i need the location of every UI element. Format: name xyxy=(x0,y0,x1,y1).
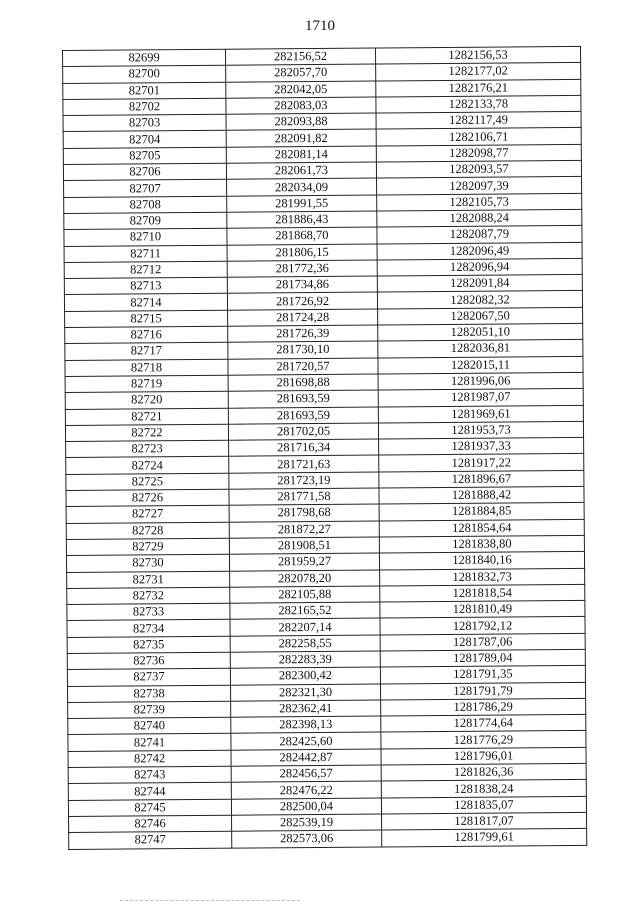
y-coordinate-cell: 1282098,77 xyxy=(376,144,581,162)
y-coordinate-cell: 1281787,06 xyxy=(380,633,585,651)
y-coordinate-cell: 1282156,53 xyxy=(375,46,580,64)
point-number-cell: 82722 xyxy=(65,424,228,442)
y-coordinate-cell: 1281953,73 xyxy=(378,421,583,439)
x-coordinate-cell: 282083,03 xyxy=(226,97,376,114)
point-number-cell: 82733 xyxy=(67,603,230,621)
point-number-cell: 82717 xyxy=(65,343,228,361)
point-number-cell: 82736 xyxy=(67,652,230,670)
y-coordinate-cell: 1281826,36 xyxy=(381,763,586,781)
x-coordinate-cell: 282057,70 xyxy=(226,64,376,81)
point-number-cell: 82742 xyxy=(68,750,231,768)
x-coordinate-cell: 282258,55 xyxy=(230,635,380,652)
y-coordinate-cell: 1281835,07 xyxy=(381,796,586,814)
point-number-cell: 82746 xyxy=(69,815,232,833)
coordinates-table-wrapper xyxy=(62,46,587,850)
x-coordinate-cell: 282091,82 xyxy=(226,130,376,147)
point-number-cell: 82738 xyxy=(67,685,230,703)
x-coordinate-cell: 282156,52 xyxy=(225,48,375,65)
point-number-cell: 82721 xyxy=(65,408,228,426)
point-number-cell: 82714 xyxy=(64,294,227,312)
x-coordinate-cell: 281720,57 xyxy=(228,358,378,375)
x-coordinate-cell: 282398,13 xyxy=(231,716,381,733)
x-coordinate-cell: 282300,42 xyxy=(230,667,380,684)
x-coordinate-cell: 281771,58 xyxy=(229,488,379,505)
point-number-cell: 82702 xyxy=(63,98,226,116)
y-coordinate-cell: 1281917,22 xyxy=(379,454,584,472)
y-coordinate-cell: 1281789,04 xyxy=(380,649,585,667)
x-coordinate-cell: 281721,63 xyxy=(229,455,379,472)
x-coordinate-cell: 281806,15 xyxy=(227,244,377,261)
x-coordinate-cell: 281991,55 xyxy=(227,195,377,212)
y-coordinate-cell: 1281774,64 xyxy=(381,715,586,733)
table-row xyxy=(69,829,587,849)
y-coordinate-cell: 1281896,67 xyxy=(379,470,584,488)
point-number-cell: 82716 xyxy=(65,326,228,344)
point-number-cell: 82723 xyxy=(66,440,229,458)
x-coordinate-cell: 282321,30 xyxy=(230,684,380,701)
point-number-cell: 82703 xyxy=(63,114,226,132)
scan-artifact xyxy=(120,900,300,901)
y-coordinate-cell: 1281987,07 xyxy=(378,389,583,407)
x-coordinate-cell: 281868,70 xyxy=(227,227,377,244)
y-coordinate-cell: 1281969,61 xyxy=(378,405,583,423)
point-number-cell: 82739 xyxy=(68,701,231,719)
point-number-cell: 82709 xyxy=(64,212,227,230)
point-number-cell: 82719 xyxy=(65,375,228,393)
y-coordinate-cell: 1281838,24 xyxy=(381,780,586,798)
point-number-cell: 82741 xyxy=(68,734,231,752)
x-coordinate-cell: 281908,51 xyxy=(229,537,379,554)
x-coordinate-cell: 282093,88 xyxy=(226,113,376,130)
x-coordinate-cell: 282456,57 xyxy=(231,765,381,782)
y-coordinate-cell: 1282067,50 xyxy=(378,307,583,325)
y-coordinate-cell: 1282088,24 xyxy=(377,209,582,227)
point-number-cell: 82737 xyxy=(67,668,230,686)
y-coordinate-cell: 1281799,61 xyxy=(382,829,587,847)
y-coordinate-cell: 1282093,57 xyxy=(376,161,581,179)
point-number-cell: 82744 xyxy=(68,783,231,801)
x-coordinate-cell: 282573,06 xyxy=(232,830,382,847)
point-number-cell: 82710 xyxy=(64,228,227,246)
point-number-cell: 82729 xyxy=(66,538,229,556)
point-number-cell: 82706 xyxy=(63,163,226,181)
x-coordinate-cell: 281726,39 xyxy=(228,325,378,342)
x-coordinate-cell: 282425,60 xyxy=(231,732,381,749)
x-coordinate-cell: 282362,41 xyxy=(231,700,381,717)
point-number-cell: 82704 xyxy=(63,131,226,149)
page-number: 1710 xyxy=(305,18,335,34)
x-coordinate-cell: 281772,36 xyxy=(227,260,377,277)
x-coordinate-cell: 282283,39 xyxy=(230,651,380,668)
y-coordinate-cell: 1281838,80 xyxy=(379,535,584,553)
x-coordinate-cell: 282081,14 xyxy=(226,146,376,163)
y-coordinate-cell: 1281796,01 xyxy=(381,747,586,765)
y-coordinate-cell: 1282176,21 xyxy=(376,79,581,97)
point-number-cell: 82732 xyxy=(67,587,230,605)
x-coordinate-cell: 282207,14 xyxy=(230,618,380,635)
x-coordinate-cell: 281730,10 xyxy=(228,341,378,358)
y-coordinate-cell: 1281791,35 xyxy=(380,666,585,684)
x-coordinate-cell: 281959,27 xyxy=(229,553,379,570)
y-coordinate-cell: 1282082,32 xyxy=(377,291,582,309)
point-number-cell: 82705 xyxy=(63,147,226,165)
point-number-cell: 82718 xyxy=(65,359,228,377)
x-coordinate-cell: 282165,52 xyxy=(230,602,380,619)
point-number-cell: 82708 xyxy=(64,196,227,214)
y-coordinate-cell: 1282097,39 xyxy=(377,177,582,195)
y-coordinate-cell: 1281996,06 xyxy=(378,372,583,390)
x-coordinate-cell: 282500,04 xyxy=(231,798,381,815)
point-number-cell: 82699 xyxy=(63,49,226,67)
point-number-cell: 82727 xyxy=(66,506,229,524)
point-number-cell: 82734 xyxy=(67,620,230,638)
point-number-cell: 82707 xyxy=(64,180,227,198)
x-coordinate-cell: 282539,19 xyxy=(232,814,382,831)
y-coordinate-cell: 1281792,12 xyxy=(380,617,585,635)
point-number-cell: 82730 xyxy=(66,554,229,572)
x-coordinate-cell: 281798,68 xyxy=(229,504,379,521)
point-number-cell: 82700 xyxy=(63,66,226,84)
point-number-cell: 82735 xyxy=(67,636,230,654)
y-coordinate-cell: 1281832,73 xyxy=(380,568,585,586)
y-coordinate-cell: 1282091,84 xyxy=(377,275,582,293)
x-coordinate-cell: 282476,22 xyxy=(231,781,381,798)
y-coordinate-cell: 1281884,85 xyxy=(379,503,584,521)
y-coordinate-cell: 1282117,49 xyxy=(376,112,581,130)
x-coordinate-cell: 282034,09 xyxy=(227,178,377,195)
x-coordinate-cell: 281698,88 xyxy=(228,374,378,391)
point-number-cell: 82724 xyxy=(66,457,229,475)
point-number-cell: 82745 xyxy=(68,799,231,817)
y-coordinate-cell: 1281810,49 xyxy=(380,601,585,619)
x-coordinate-cell: 282442,87 xyxy=(231,749,381,766)
x-coordinate-cell: 281693,59 xyxy=(228,390,378,407)
x-coordinate-cell: 281702,05 xyxy=(228,423,378,440)
x-coordinate-cell: 281716,34 xyxy=(229,439,379,456)
point-number-cell: 82728 xyxy=(66,522,229,540)
coordinates-table xyxy=(62,46,587,850)
y-coordinate-cell: 1281776,29 xyxy=(381,731,586,749)
point-number-cell: 82740 xyxy=(68,717,231,735)
y-coordinate-cell: 1282133,78 xyxy=(376,95,581,113)
y-coordinate-cell: 1282036,81 xyxy=(378,340,583,358)
point-number-cell: 82712 xyxy=(64,261,227,279)
coordinates-table-body xyxy=(63,46,587,849)
point-number-cell: 82726 xyxy=(66,489,229,507)
y-coordinate-cell: 1281937,33 xyxy=(379,438,584,456)
y-coordinate-cell: 1282015,11 xyxy=(378,356,583,374)
x-coordinate-cell: 282105,88 xyxy=(230,586,380,603)
point-number-cell: 82747 xyxy=(69,831,232,849)
y-coordinate-cell: 1281786,29 xyxy=(381,698,586,716)
y-coordinate-cell: 1282051,10 xyxy=(378,323,583,341)
y-coordinate-cell: 1282087,79 xyxy=(377,226,582,244)
point-number-cell: 82711 xyxy=(64,245,227,263)
x-coordinate-cell: 281724,28 xyxy=(228,309,378,326)
x-coordinate-cell: 281723,19 xyxy=(229,472,379,489)
point-number-cell: 82715 xyxy=(65,310,228,328)
point-number-cell: 82713 xyxy=(64,277,227,295)
x-coordinate-cell: 281734,86 xyxy=(227,276,377,293)
x-coordinate-cell: 281886,43 xyxy=(227,211,377,228)
point-number-cell: 82725 xyxy=(66,473,229,491)
x-coordinate-cell: 281726,92 xyxy=(227,292,377,309)
y-coordinate-cell: 1281888,42 xyxy=(379,486,584,504)
y-coordinate-cell: 1281840,16 xyxy=(379,552,584,570)
point-number-cell: 82743 xyxy=(68,766,231,784)
point-number-cell: 82720 xyxy=(65,391,228,409)
y-coordinate-cell: 1281791,79 xyxy=(380,682,585,700)
y-coordinate-cell: 1281818,54 xyxy=(380,584,585,602)
y-coordinate-cell: 1282105,73 xyxy=(377,193,582,211)
x-coordinate-cell: 282042,05 xyxy=(226,81,376,98)
y-coordinate-cell: 1281854,64 xyxy=(379,519,584,537)
x-coordinate-cell: 281693,59 xyxy=(228,407,378,424)
y-coordinate-cell: 1282096,49 xyxy=(377,242,582,260)
y-coordinate-cell: 1281817,07 xyxy=(382,812,587,830)
x-coordinate-cell: 282078,20 xyxy=(230,570,380,587)
x-coordinate-cell: 282061,73 xyxy=(226,162,376,179)
x-coordinate-cell: 281872,27 xyxy=(229,521,379,538)
y-coordinate-cell: 1282096,94 xyxy=(377,258,582,276)
point-number-cell: 82731 xyxy=(67,571,230,589)
point-number-cell: 82701 xyxy=(63,82,226,100)
y-coordinate-cell: 1282106,71 xyxy=(376,128,581,146)
y-coordinate-cell: 1282177,02 xyxy=(376,63,581,81)
